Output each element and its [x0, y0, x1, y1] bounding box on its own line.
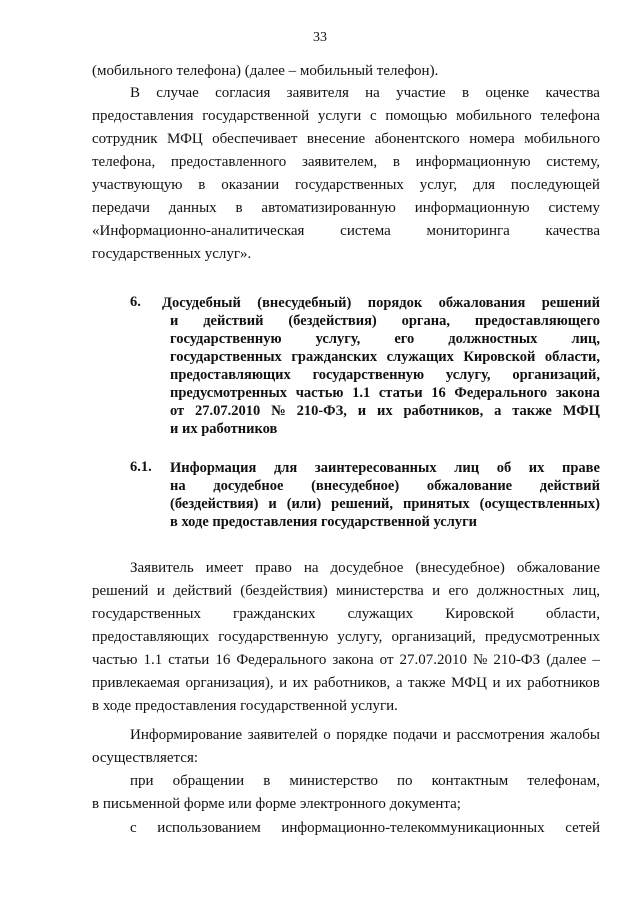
word: статьи: [378, 385, 423, 401]
word: обжалование: [426, 478, 513, 494]
text-line: [130, 819, 600, 837]
text-line: [130, 84, 600, 102]
word: и: [156, 583, 165, 599]
word: 16: [215, 652, 231, 668]
word: предусмотренных: [170, 385, 288, 401]
word: гражданских: [291, 349, 378, 365]
word: также: [512, 403, 552, 419]
word: обжалование: [516, 560, 600, 576]
word: государственную: [312, 367, 425, 383]
word: служащих: [347, 606, 414, 622]
word: имеет: [205, 560, 244, 576]
word: 27.07.2010: [195, 403, 261, 419]
word: данных: [168, 200, 217, 216]
heading-line: [170, 495, 600, 513]
word: области,: [544, 349, 600, 365]
word: заявителем,: [301, 154, 378, 170]
word: при: [130, 773, 154, 789]
word: должностных: [476, 583, 565, 599]
word: области,: [546, 606, 600, 622]
word: их: [528, 460, 545, 476]
word: (бездействия): [170, 496, 259, 512]
word: обеспечивает: [212, 131, 298, 147]
word: действий: [203, 313, 264, 329]
word: помощью: [385, 108, 448, 124]
heading-line: [170, 477, 600, 495]
word: обращении: [172, 773, 245, 789]
word: услуги: [317, 108, 362, 124]
word: телефона: [540, 108, 600, 124]
word: гражданских: [233, 606, 316, 622]
word: Федерального: [454, 385, 548, 401]
text-line: [92, 582, 600, 600]
word: частью: [295, 385, 344, 401]
word: 210-ФЗ,: [296, 403, 347, 419]
word: МФЦ: [451, 675, 487, 691]
word: от: [170, 403, 185, 419]
word: статьи: [168, 652, 210, 668]
text-line: [92, 199, 600, 217]
word: с: [369, 108, 377, 124]
word: МФЦ: [562, 403, 600, 419]
word: автоматизированную: [261, 200, 396, 216]
word: предоставленного: [170, 154, 287, 170]
word: оценке: [485, 85, 530, 101]
word: (внесудебное): [311, 478, 400, 494]
word: частью: [92, 652, 138, 668]
heading-line: [170, 402, 600, 420]
word: в: [392, 154, 400, 170]
word: информационную: [415, 154, 531, 170]
word: лиц,: [572, 583, 600, 599]
word: (внесудебное): [415, 560, 505, 576]
word: мониторинга: [426, 223, 510, 239]
word: и: [432, 583, 441, 599]
word: министерства: [336, 583, 424, 599]
word: с: [130, 820, 137, 836]
word: на: [365, 85, 380, 101]
word: и: [279, 675, 288, 691]
word: участвующую: [92, 177, 183, 193]
word: использованием: [157, 820, 261, 836]
word: мобильного: [524, 131, 600, 147]
word: абонентского: [374, 131, 460, 147]
word: предоставления: [92, 108, 194, 124]
text-line: [92, 628, 600, 646]
word: государственных: [170, 349, 282, 365]
word: телефона,: [92, 154, 156, 170]
word: №: [473, 652, 488, 668]
word: 210-ФЗ: [493, 652, 541, 668]
word: 27.07.2010: [399, 652, 467, 668]
word: услугу,: [315, 331, 361, 347]
word: согласия: [215, 85, 271, 101]
word: их: [506, 675, 522, 691]
word: (осуществленных): [479, 496, 600, 512]
word: В: [130, 85, 141, 101]
word: действий: [539, 478, 600, 494]
word: работников,: [313, 675, 391, 691]
word: Досудебный: [162, 295, 241, 311]
word: предоставляющих: [170, 367, 291, 383]
word: –: [592, 652, 600, 668]
word: Кировской: [463, 349, 536, 365]
word: Кировской: [445, 606, 514, 622]
word: решений: [541, 295, 600, 311]
word: государственную: [170, 331, 282, 347]
word: (внесудебный): [257, 295, 352, 311]
word: а: [395, 675, 403, 691]
heading-line: и их работников: [170, 421, 278, 437]
heading-line: [170, 348, 600, 366]
heading-line: в ходе предоставления государственной услуги: [170, 514, 478, 530]
heading-line: [162, 294, 600, 312]
text-line: [92, 222, 600, 240]
word: «Информационно-аналитическая: [92, 223, 305, 239]
word: право: [255, 560, 292, 576]
word: 1.1: [143, 652, 163, 668]
word: и: [492, 675, 501, 691]
text-line: [92, 176, 600, 194]
text-line: в ходе предоставления государственной услуги.: [92, 698, 398, 714]
word: жалобы: [550, 727, 600, 743]
word: на: [170, 478, 186, 494]
word: порядок: [367, 295, 423, 311]
word: оказании: [221, 177, 280, 193]
word: случае: [156, 85, 199, 101]
word: №: [271, 403, 286, 419]
text-line: в письменной форме или форме электронного документа;: [92, 796, 461, 812]
word: систему: [548, 200, 600, 216]
text-line: [130, 726, 600, 744]
word: услугу,: [445, 367, 491, 383]
word: работников,: [403, 403, 484, 419]
heading-line: [170, 459, 600, 477]
word: 16: [431, 385, 446, 401]
word: услугу,: [337, 629, 383, 645]
section-number: 6.: [130, 294, 141, 310]
word: организаций,: [391, 629, 476, 645]
word: систему,: [546, 154, 600, 170]
word: их: [292, 675, 309, 691]
word: решений,: [331, 496, 394, 512]
word: в: [235, 200, 243, 216]
text-line: [92, 674, 600, 692]
word: и: [170, 313, 179, 329]
word: информационную: [414, 200, 530, 216]
text-line: [130, 772, 600, 790]
word: передачи: [92, 200, 150, 216]
word: а: [494, 403, 502, 419]
word: лиц: [454, 460, 480, 476]
word: государственную: [218, 629, 329, 645]
word: принятых: [403, 496, 470, 512]
word: и: [268, 496, 277, 512]
word: услуг,: [419, 177, 458, 193]
word: сотрудник: [92, 131, 158, 147]
text-line: [130, 559, 600, 577]
text-line: государственных услуг».: [92, 246, 252, 262]
text-line: [92, 107, 600, 125]
heading-line: [170, 366, 600, 384]
word: в: [198, 177, 206, 193]
word: работников: [527, 675, 600, 691]
word: (бездействия): [288, 313, 377, 329]
word: закона: [332, 652, 374, 668]
word: также: [408, 675, 446, 691]
page-number: 33: [313, 30, 327, 45]
word: Федерального: [236, 652, 327, 668]
word: заинтересованных: [314, 460, 437, 476]
word: об: [496, 460, 512, 476]
word: качества: [545, 223, 600, 239]
text-line: [92, 153, 600, 171]
text-line: (мобильного телефона) (далее – мобильный телефон).: [92, 63, 439, 79]
word: досудебное: [330, 560, 404, 576]
word: должностных: [448, 331, 538, 347]
word: рассмотрения: [456, 727, 545, 743]
word: организация),: [185, 675, 274, 691]
word: система: [340, 223, 391, 239]
word: органа,: [401, 313, 450, 329]
word: от: [379, 652, 394, 668]
word: и: [357, 403, 367, 419]
word: решений: [92, 583, 149, 599]
word: министерство: [289, 773, 378, 789]
word: в: [462, 85, 470, 101]
word: предоставляющего: [474, 313, 600, 329]
word: закона: [555, 385, 600, 401]
word: Информация: [170, 460, 257, 476]
word: заявителя: [286, 85, 349, 101]
word: (далее: [546, 652, 587, 668]
word: порядке: [336, 727, 388, 743]
text-line: [92, 130, 600, 148]
word: предоставляющих: [92, 629, 210, 645]
word: МФЦ: [166, 131, 203, 147]
word: для: [273, 460, 298, 476]
word: (или): [286, 496, 322, 512]
heading-line: [170, 312, 600, 330]
word: телефонам,: [527, 773, 600, 789]
word: 1.1: [352, 385, 371, 401]
word: сетей: [565, 820, 600, 836]
word: для: [472, 177, 496, 193]
word: государственной: [202, 108, 310, 124]
word: обжалования: [438, 295, 526, 311]
word: и: [442, 727, 451, 743]
heading-line: [170, 330, 600, 348]
word: Заявитель: [130, 560, 194, 576]
word: участие: [396, 85, 446, 101]
word: действий: [173, 583, 232, 599]
word: служащих: [386, 349, 454, 365]
word: качества: [545, 85, 600, 101]
word: последующей: [510, 177, 600, 193]
section-number: 6.1.: [130, 459, 152, 475]
word: досудебное: [213, 478, 284, 494]
word: по: [397, 773, 413, 789]
word: информационно-телекоммуникационных: [281, 820, 545, 836]
word: привлекаемая: [92, 675, 180, 691]
word: в: [263, 773, 271, 789]
word: их: [376, 403, 393, 419]
word: предусмотренных: [484, 629, 600, 645]
word: внесение: [306, 131, 366, 147]
word: его: [394, 331, 415, 347]
word: лиц,: [571, 331, 600, 347]
word: номера: [469, 131, 515, 147]
word: Информирование: [130, 727, 243, 743]
text-line: [92, 651, 600, 669]
word: организаций,: [512, 367, 600, 383]
text-line: [92, 605, 600, 623]
word: государственных: [92, 606, 201, 622]
word: контактным: [431, 773, 509, 789]
text-line: осуществляется:: [92, 750, 199, 766]
word: его: [448, 583, 469, 599]
word: заявителей: [247, 727, 318, 743]
word: мобильного: [455, 108, 532, 124]
word: на: [303, 560, 319, 576]
word: государственных: [294, 177, 404, 193]
word: праве: [562, 460, 600, 476]
word: о: [323, 727, 331, 743]
word: подачи: [392, 727, 438, 743]
word: (бездействия): [240, 583, 328, 599]
heading-line: [170, 384, 600, 402]
